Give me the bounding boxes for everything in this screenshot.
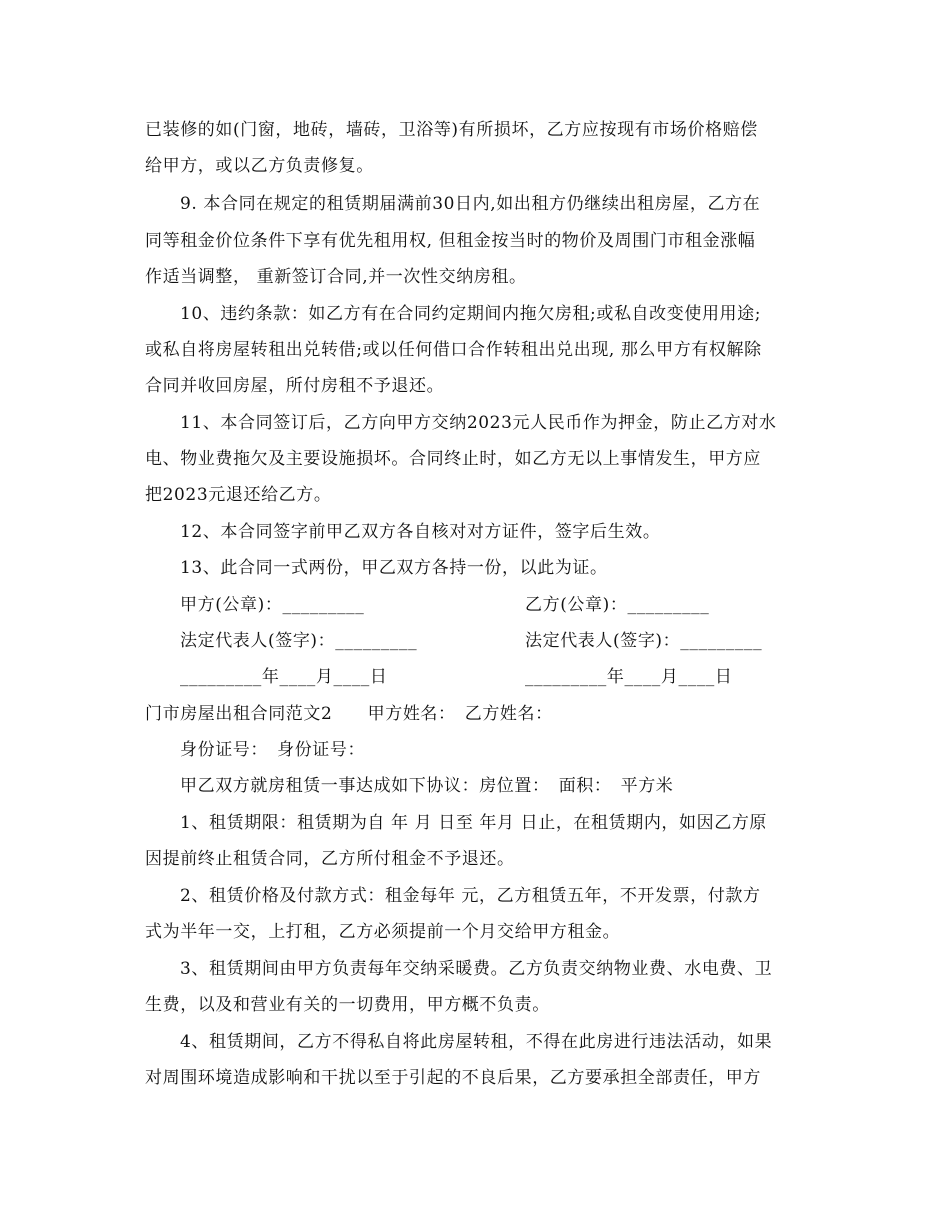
- text-line: 生费，以及和营业有关的一切费用，甲方概不负责。: [145, 995, 550, 1015]
- text-line: 11、本合同签订后，乙方向甲方交纳2023元人民币作为押金，防止乙方对水: [180, 413, 777, 433]
- text-line: 式为半年一交，上打租，乙方必须提前一个月交给甲方租金。: [145, 922, 621, 942]
- party-a-representative: 法定代表人(签字)：_________: [180, 631, 418, 651]
- party-b-date: _________年____月____日: [525, 667, 733, 687]
- text-line: 1、租赁期限：租赁期为自 年 月 日至 年月 日止，在租赁期内，如因乙方原: [180, 813, 768, 833]
- text-line: 甲乙双方就房租赁一事达成如下协议：房位置： 面积： 平方米: [180, 776, 674, 796]
- text-line: 身份证号： 身份证号：: [180, 740, 366, 760]
- party-a-seal: 甲方(公章)：_________: [180, 595, 365, 615]
- text-line: 10、违约条款：如乙方有在合同约定期间内拖欠房租;或私自改变使用用途;: [180, 304, 762, 324]
- text-line: 或私自将房屋转租出兑转借;或以任何借口合作转租出兑出现, 那么甲方有权解除: [145, 340, 762, 360]
- text-line: 2、租赁价格及付款方式：租金每年 元，乙方租赁五年，不开发票，付款方: [180, 886, 761, 906]
- text-line: 因提前终止租赁合同，乙方所付租金不予退还。: [145, 849, 515, 869]
- section-title: 门市房屋出租合同范文2 甲方姓名： 乙方姓名：: [145, 704, 553, 724]
- text-line: 3、租赁期间由甲方负责每年交纳采暖费。乙方负责交纳物业费、水电费、卫: [180, 959, 773, 979]
- text-line: 给甲方，或以乙方负责修复。: [145, 156, 374, 176]
- party-b-seal: 乙方(公章)：_________: [525, 595, 710, 615]
- party-a-date: _________年____月____日: [180, 667, 388, 687]
- text-line: 对周围环境造成影响和干扰以至于引起的不良后果，乙方要承担全部责任，甲方: [145, 1068, 761, 1088]
- text-line: 9. 本合同在规定的租赁期届满前30日内,如出租方仍继续出租房屋，乙方在: [180, 194, 761, 214]
- text-line: 13、此合同一式两份，甲乙双方各持一份，以此为证。: [180, 558, 608, 578]
- text-line: 12、本合同签字前甲乙双方各自核对对方证件，签字后生效。: [180, 522, 661, 542]
- party-b-representative: 法定代表人(签字)：_________: [525, 631, 763, 651]
- text-line: 作适当调整， 重新签订合同,并一次性交纳房租。: [145, 267, 527, 287]
- text-line: 把2023元退还给乙方。: [145, 485, 332, 505]
- text-line: 已装修的如(门窗，地砖，墙砖，卫浴等)有所损坏，乙方应按现有市场价格赔偿: [145, 120, 758, 140]
- text-line: 电、物业费拖欠及主要设施损坏。合同终止时，如乙方无以上事情发生，甲方应: [145, 449, 761, 469]
- text-line: 4、租赁期间，乙方不得私自将此房屋转租，不得在此房进行违法活动，如果: [180, 1032, 773, 1052]
- text-line: 合同并收回房屋，所付房租不予退还。: [145, 376, 445, 396]
- text-line: 同等租金价位条件下享有优先租用权, 但租金按当时的物价及周围门市租金涨幅: [145, 231, 756, 251]
